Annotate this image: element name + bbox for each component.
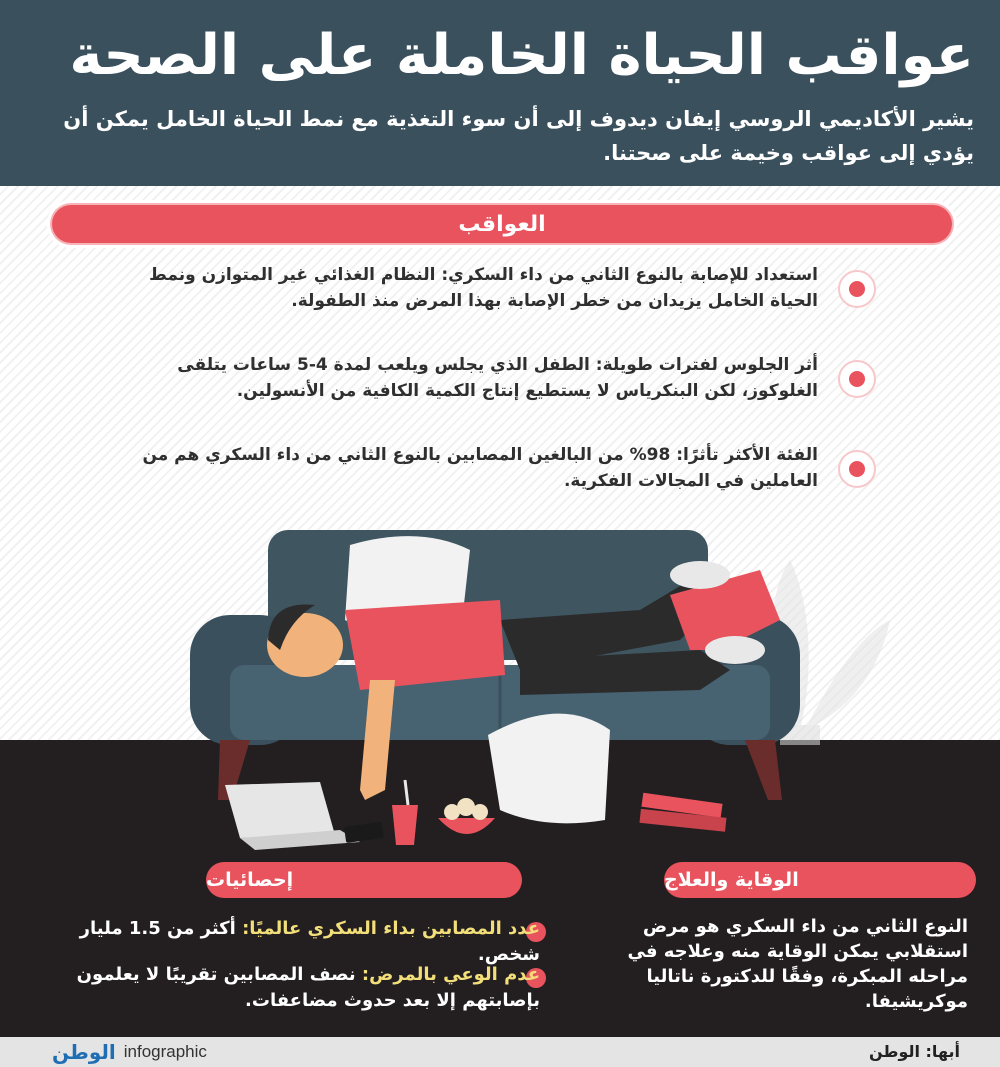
stat-value: أكثر من 1.5 مليار شخص. — [79, 918, 540, 965]
page-title: عواقب الحياة الخاملة على الصحة — [69, 23, 974, 88]
stat-value: نصف المصابين تقريبًا لا يعلمون بإصابتهم إلا بعد حدوث مضاعفات. — [76, 964, 540, 1011]
statistics-heading: إحصائيات — [206, 862, 522, 898]
stat-label: عدد المصابين بداء السكري عالميًا: — [242, 918, 540, 939]
infographic-label: infographic — [123, 1042, 207, 1061]
stat-item-2 — [20, 962, 540, 1014]
laptop-icon — [225, 782, 335, 838]
header — [0, 0, 1000, 186]
pillow-floor — [488, 714, 610, 824]
location-credit: أبها: الوطن — [868, 1042, 960, 1061]
brand-logo — [52, 1039, 207, 1065]
person-shirt — [345, 600, 505, 690]
drink-icon — [392, 805, 418, 845]
page-subtitle: يشير الأكاديمي الروسي إيفان ديدوف إلى أن سوء التغذية مع نمط الحياة الخامل يمكن أن يؤدي إلى عواقب وخيمة على صحتنا. — [63, 107, 974, 165]
bullet-icon — [838, 450, 876, 488]
popcorn-icon — [438, 818, 495, 834]
prevention-heading: الوقاية والعلاج — [664, 862, 976, 898]
consequence-item-3: الفئة الأكثر تأثرًا: 98% من البالغين المصابين بالنوع الثاني من داء السكري هم من العاملين في المجالات الفكرية. — [142, 445, 818, 491]
consequence-item-1: استعداد للإصابة بالنوع الثاني من داء السكري: النظام الغذائي غير المتوازن ونمط الحياة الخامل يزيدان من خطر الإصابة بهذا المرض منذ الطفولة. — [149, 265, 818, 311]
bullet-icon — [838, 360, 876, 398]
stat-item-1 — [20, 916, 540, 968]
footer — [0, 1037, 1000, 1067]
consequence-item-2: أثر الجلوس لفترات طويلة: الطفل الذي يجلس ويلعب لمدة 4-5 ساعات يتلقى الغلوكوز، لكن البنكرياس لا يستطيع إنتاج الكمية الكافية من الأنسولين. — [177, 355, 818, 401]
stat-label: عدم الوعي بالمرض: — [361, 964, 540, 985]
alwatan-logo: الوطن — [52, 1040, 116, 1064]
prevention-text: النوع الثاني من داء السكري هو مرض استقلابي يمكن الوقاية منه وعلاجه في مراحله المبكرة، وفقًا للدكتورة ناتاليا موكريشيفا. — [627, 916, 968, 1012]
bullet-icon — [838, 270, 876, 308]
consequences-heading: العواقب — [52, 205, 952, 243]
sofa-illustration — [0, 500, 1000, 860]
